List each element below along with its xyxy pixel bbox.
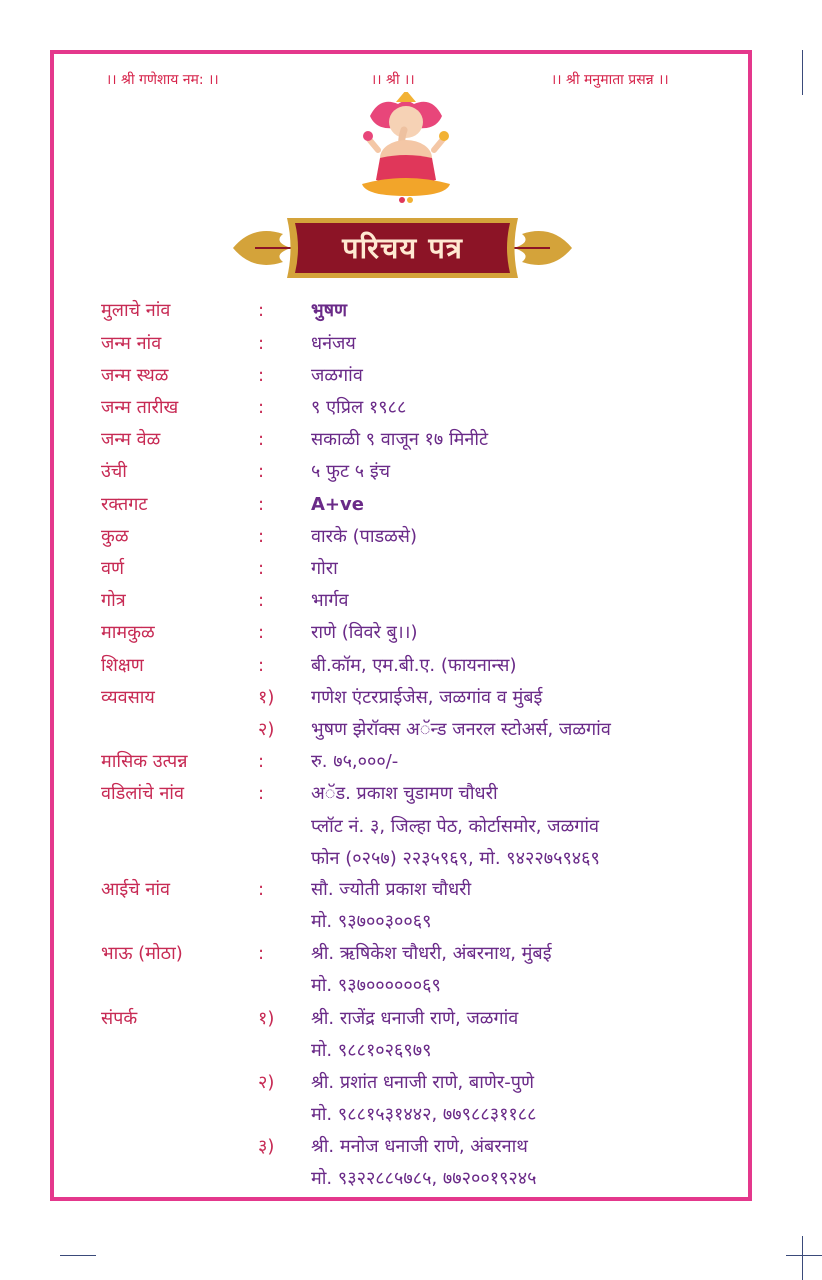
crop-mark-bottom-right-h [786, 1255, 822, 1256]
row-birth-name [0, 329, 822, 359]
mother-name-value: सौ. ज्योती प्रकाश चौधरी [311, 879, 472, 900]
contact-1-sep: १) [258, 1008, 275, 1029]
header-right: ।। श्री मनुमाता प्रसन्न ।। [551, 72, 669, 88]
birth-date-sep: : [258, 397, 265, 418]
father-name-sep: : [258, 783, 265, 804]
groom-name-label: मुलाचे नांव [101, 300, 171, 321]
blood-group-label: रक्तगट [101, 494, 148, 515]
gotra-sep: : [258, 590, 265, 611]
height-sep: : [258, 461, 265, 482]
occupation-2-value: भुषण झेरॉक्स अॅन्ड जनरल स्टोअर्स, जळगांव [311, 719, 611, 740]
row-gotra [0, 586, 822, 616]
birth-name-value: धनंजय [311, 333, 356, 354]
row-mother-phone [0, 907, 822, 937]
father-name-value: अॅड. प्रकाश चुडामण चौधरी [311, 783, 498, 804]
birth-date-label: जन्म तारीख [101, 397, 179, 418]
row-father-name [0, 779, 822, 809]
row-occupation-1 [0, 683, 822, 713]
groom-name-value: भुषण [311, 300, 348, 321]
height-value: ५ फुट ५ इंच [311, 461, 391, 482]
birth-name-label: जन्म नांव [101, 333, 162, 354]
monthly-income-value: रु. ७५,०००/- [311, 751, 399, 772]
occupation-1-sep: १) [258, 687, 275, 708]
birth-place-value: जळगांव [311, 365, 363, 386]
education-label: शिक्षण [101, 655, 144, 676]
row-education [0, 651, 822, 681]
row-blood-group [0, 490, 822, 520]
row-contact-2-phone [0, 1100, 822, 1130]
height-label: उंची [101, 461, 127, 482]
birth-date-value: ९ एप्रिल १९८८ [311, 397, 407, 418]
clan-sep: : [258, 526, 265, 547]
row-birth-date [0, 393, 822, 423]
contact-1-label: संपर्क [101, 1008, 138, 1029]
mother-phone-value: मो. ९३७००३००६९ [311, 911, 432, 932]
gotra-value: भार्गव [311, 590, 349, 611]
maternal-clan-sep: : [258, 622, 265, 643]
contact-3-value: श्री. मनोज धनाजी राणे, अंबरनाथ [311, 1136, 528, 1157]
brother-phone-value: मो. ९३७००००००६९ [311, 975, 441, 996]
birth-place-sep: : [258, 365, 265, 386]
row-clan [0, 522, 822, 552]
monthly-income-label: मासिक उत्पन्न [101, 751, 188, 772]
contact-2-sep: २) [258, 1072, 275, 1093]
row-maternal-clan [0, 618, 822, 648]
occupation-1-label: व्यवसाय [101, 687, 155, 708]
row-complexion [0, 554, 822, 584]
complexion-value: गोरा [311, 558, 338, 579]
education-sep: : [258, 655, 265, 676]
row-father-phone [0, 844, 822, 874]
clan-value: वारके (पाडळसे) [311, 526, 417, 547]
brother-name-label: भाऊ (मोठा) [101, 943, 183, 964]
birth-time-value: सकाळी ९ वाजून १७ मिनीटे [311, 429, 489, 450]
row-brother-name [0, 939, 822, 969]
occupation-1-value: गणेश एंटरप्राईजेस, जळगांव व मुंबई [311, 687, 543, 708]
row-height [0, 457, 822, 487]
mother-name-sep: : [258, 879, 265, 900]
contact-2-phone-value: मो. ९८८१५३१४४२, ७७९८८३११८८ [311, 1104, 537, 1125]
father-name-label: वडिलांचे नांव [101, 783, 184, 804]
father-phone-value: फोन (०२५७) २२३५९६९, मो. ९४२२७५९४६९ [311, 848, 600, 869]
birth-name-sep: : [258, 333, 265, 354]
clan-label: कुळ [101, 526, 129, 547]
contact-3-phone-value: मो. ९३२२८८५७८५, ७७२००१९२४५ [311, 1168, 537, 1189]
brother-name-sep: : [258, 943, 265, 964]
row-father-address [0, 812, 822, 842]
occupation-2-sep: २) [258, 719, 275, 740]
birth-place-label: जन्म स्थळ [101, 365, 169, 386]
row-birth-time [0, 425, 822, 455]
row-monthly-income [0, 747, 822, 777]
row-mother-name [0, 875, 822, 905]
groom-name-sep: : [258, 300, 265, 321]
father-address-value: प्लॉट नं. ३, जिल्हा पेठ, कोर्टासमोर, जळगांव [311, 816, 600, 837]
row-contact-3-phone [0, 1164, 822, 1194]
row-contact-1 [0, 1004, 822, 1034]
row-occupation-2 [0, 715, 822, 745]
header-left: ।। श्री गणेशाय नम: ।। [106, 72, 219, 88]
complexion-label: वर्ण [101, 558, 125, 579]
row-brother-phone [0, 971, 822, 1001]
ganesha-illustration [356, 92, 456, 204]
contact-3-sep: ३) [258, 1136, 275, 1157]
maternal-clan-label: मामकुळ [101, 622, 155, 643]
crop-mark-top-right [802, 50, 803, 95]
complexion-sep: : [258, 558, 265, 579]
header-center: ।। श्री ।। [371, 72, 415, 88]
blood-group-value: A+ve [311, 494, 364, 515]
crop-mark-bottom-right-v [802, 1236, 803, 1280]
gotra-label: गोत्र [101, 590, 126, 611]
row-groom-name [0, 296, 822, 326]
contact-1-phone-value: मो. ९८८१०२६९७९ [311, 1040, 432, 1061]
mother-name-label: आईचे नांव [101, 879, 171, 900]
row-contact-2 [0, 1068, 822, 1098]
page-title: परिचय पत्र [342, 231, 463, 265]
maternal-clan-value: राणे (विवरे बु।।) [311, 622, 418, 643]
row-contact-3 [0, 1132, 822, 1162]
crop-mark-bottom-left [60, 1255, 96, 1256]
brother-name-value: श्री. ऋषिकेश चौधरी, अंबरनाथ, मुंबई [311, 943, 552, 964]
contact-2-value: श्री. प्रशांत धनाजी राणे, बाणेर-पुणे [311, 1072, 534, 1093]
birth-time-sep: : [258, 429, 265, 450]
birth-time-label: जन्म वेळ [101, 429, 161, 450]
row-contact-1-phone [0, 1036, 822, 1066]
monthly-income-sep: : [258, 751, 265, 772]
contact-1-value: श्री. राजेंद्र धनाजी राणे, जळगांव [311, 1008, 519, 1029]
row-birth-place [0, 361, 822, 391]
education-value: बी.कॉम, एम.बी.ए. (फायनान्स) [311, 655, 517, 676]
blood-group-sep: : [258, 494, 265, 515]
